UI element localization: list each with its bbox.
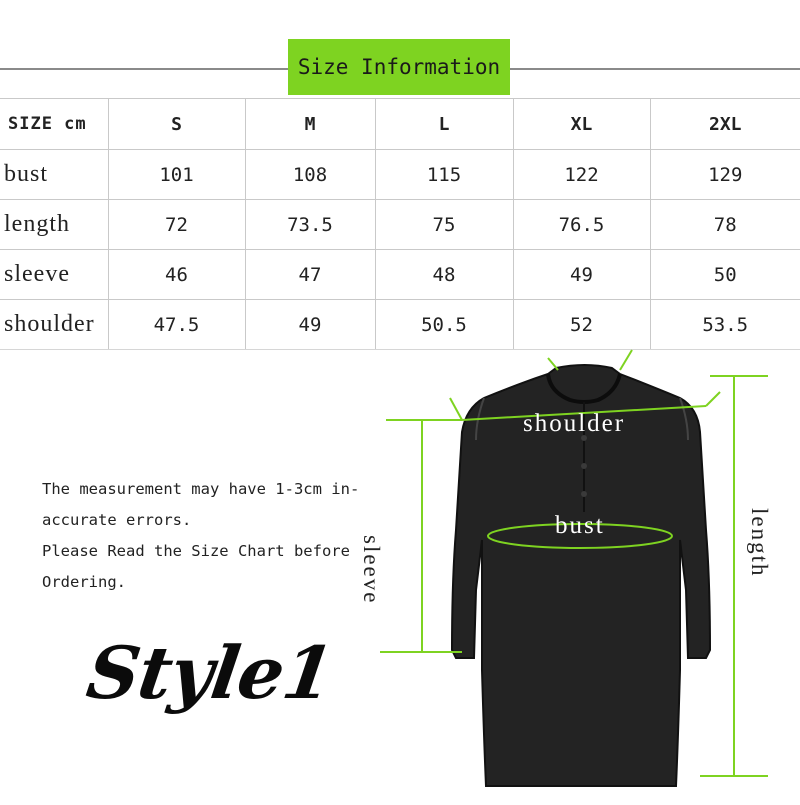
- table-cell: 50.5: [375, 300, 513, 350]
- row-label: length: [0, 200, 108, 250]
- table-cell: 115: [375, 150, 513, 200]
- table-cell: 46: [108, 250, 245, 300]
- table-header-row: [0, 99, 800, 150]
- row-label: bust: [0, 150, 108, 200]
- table-cell: 72: [108, 200, 245, 250]
- table-row: [0, 250, 800, 300]
- shirt-illustration: [380, 340, 800, 800]
- table-cell: 53.5: [650, 300, 800, 350]
- shirt-measurement-figure: [359, 340, 800, 800]
- shoulder-label: shoulder: [523, 410, 626, 437]
- table-cell: 50: [650, 250, 800, 300]
- table-cell: 101: [108, 150, 245, 200]
- table-cell: 122: [513, 150, 650, 200]
- note-line: Ordering.: [42, 573, 126, 591]
- table-header-cell: 2XL: [650, 99, 800, 150]
- collar-measure-line: [548, 358, 558, 370]
- table-cell: 76.5: [513, 200, 650, 250]
- button-icon: [581, 463, 587, 469]
- sleeve-label: sleeve: [359, 535, 384, 605]
- title-rule-right: [510, 68, 800, 70]
- table-cell: 73.5: [245, 200, 375, 250]
- table-cell: 78: [650, 200, 800, 250]
- shoulder-measure-line: [706, 392, 720, 406]
- table-header-cell: L: [375, 99, 513, 150]
- table-cell: 48: [375, 250, 513, 300]
- shoulder-measure-line: [450, 398, 462, 420]
- row-label: shoulder: [0, 300, 108, 350]
- bust-label: bust: [555, 512, 605, 539]
- button-icon: [581, 491, 587, 497]
- table-cell: 47.5: [108, 300, 245, 350]
- table-cell: 129: [650, 150, 800, 200]
- note-line: accurate errors.: [42, 511, 192, 529]
- table-header-cell: SIZE cm: [0, 99, 108, 150]
- row-label: sleeve: [0, 250, 108, 300]
- table-cell: 49: [245, 300, 375, 350]
- table-cell: 75: [375, 200, 513, 250]
- collar-measure-line: [620, 350, 632, 370]
- size-table: [0, 98, 800, 350]
- title-rule-left: [0, 68, 290, 70]
- table-cell: 47: [245, 250, 375, 300]
- note-line: The measurement may have 1-3cm in-: [42, 480, 360, 498]
- table-cell: 49: [513, 250, 650, 300]
- measurement-note: [42, 474, 382, 598]
- page-title: Size Information: [288, 39, 510, 95]
- note-line: Please Read the Size Chart before: [42, 542, 350, 560]
- table-header-cell: M: [245, 99, 375, 150]
- length-label: length: [747, 508, 772, 578]
- table-row: [0, 200, 800, 250]
- table-cell: 108: [245, 150, 375, 200]
- table-header-cell: S: [108, 99, 245, 150]
- table-cell: 52: [513, 300, 650, 350]
- style-label: Style1: [82, 630, 339, 715]
- table-row: [0, 150, 800, 200]
- table-header-cell: XL: [513, 99, 650, 150]
